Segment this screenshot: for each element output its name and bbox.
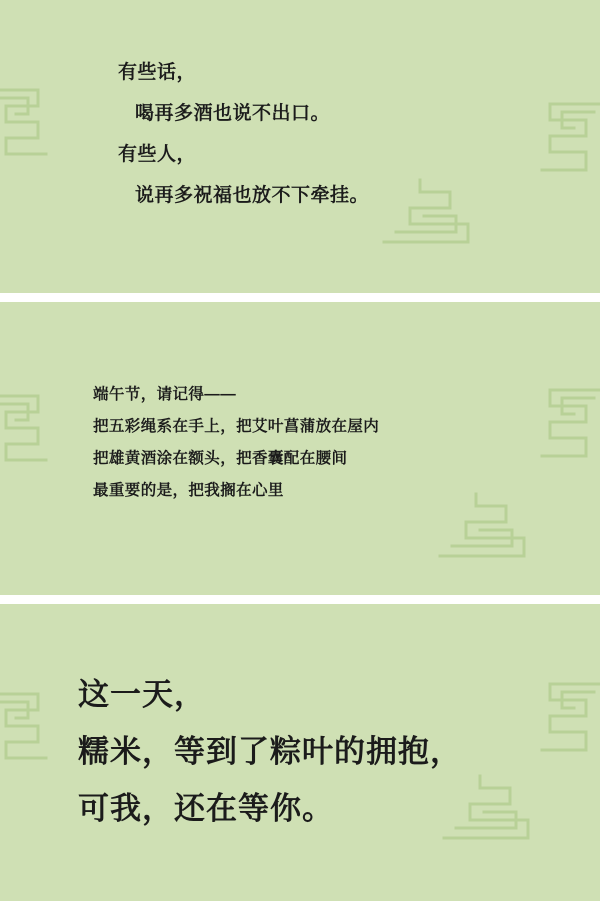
panel-3-line-1: 这一天，: [78, 677, 206, 712]
panel-2-line-3: 把雄黄酒涂在额头，把香囊配在腰间: [93, 450, 348, 467]
panel-2-text: [0, 302, 600, 507]
panel-separator-2: [0, 595, 600, 604]
panel-1-line-1: 有些话，: [118, 62, 197, 83]
panel-1-line-4: 说再多祝福也放不下牵挂。: [135, 185, 370, 206]
panel-3-text: [0, 604, 600, 837]
panel-3-line-3: 可我，还在等你。: [78, 791, 334, 826]
panel-1-line-3: 有些人，: [118, 144, 197, 165]
panel-1-line-2: 喝再多酒也说不出口。: [135, 103, 331, 124]
panel-3-line-2: 糯米，等到了粽叶的拥抱，: [78, 734, 462, 769]
panel-separator-1: [0, 293, 600, 302]
panel-1-text: [0, 0, 600, 216]
panel-2: [0, 302, 600, 595]
panel-2-line-1: 端午节，请记得——: [93, 386, 237, 403]
panel-2-line-4: 最重要的是，把我搁在心里: [93, 482, 284, 499]
panel-1: [0, 0, 600, 293]
panel-3: [0, 604, 600, 901]
panel-2-line-2: 把五彩绳系在手上，把艾叶菖蒲放在屋内: [93, 418, 380, 435]
